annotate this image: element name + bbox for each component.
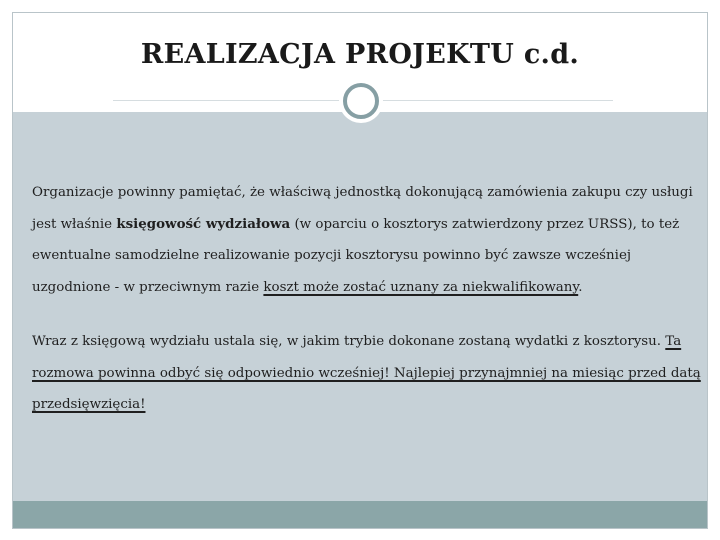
slide-body <box>32 177 702 421</box>
slide-title: REALIZACJA PROJEKTU c.d. <box>140 39 580 70</box>
paragraph-2-text-a: Wraz z księgową wydziału ustala się, w jakim trybie dokonane zostaną wydatki z kosztorysu. <box>32 334 666 349</box>
paragraph-expenses <box>32 326 702 421</box>
bottom-bar <box>13 501 707 528</box>
slide <box>12 12 708 529</box>
paragraph-1-text-b: (w oparciu o kosztorys zatwierdzony przez URSS), to też ewentualne samodzielne realizowanie pozycji kosztorysu powinno być zawsze wcześniej uzgodnione - w przeciwnym razie <box>32 216 680 295</box>
paragraph-1-bold: księgowość wydziałowa <box>116 215 291 232</box>
paragraph-1-text-c: . <box>578 279 583 295</box>
paragraph-accounting <box>32 177 702 303</box>
circle-ring <box>343 83 379 119</box>
paragraph-1-text-a: Organizacje powinny pamiętać, że właściwą jednostką dokonującą zamówienia zakupu czy usługi jest właśnie <box>32 185 693 232</box>
paragraph-1-underlined: koszt może zostać uznany za niekwalifikowany <box>263 279 579 295</box>
circle-ornament-icon <box>339 79 383 123</box>
paragraph-2-underlined: Ta rozmowa powinna odbyć się odpowiednio wcześniej! Najlepiej przynajmniej na miesiąc przed datą przedsięwzięcia! <box>32 334 701 412</box>
